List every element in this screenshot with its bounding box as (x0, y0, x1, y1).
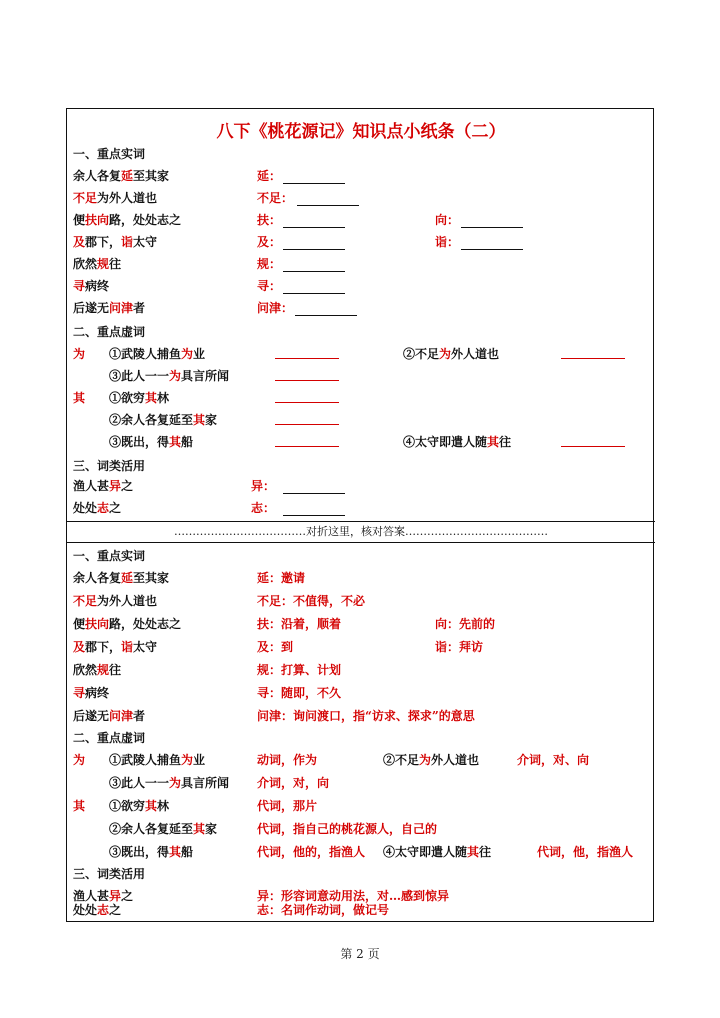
question-row: ③此人一一为具言所闻 (67, 365, 655, 387)
section-heading: 三、词类活用 (73, 867, 146, 881)
answer-blank[interactable] (283, 279, 345, 294)
question-row: 不足为外人道也 不足： (67, 187, 655, 209)
answer-blank[interactable] (275, 424, 339, 425)
answer-row: 为 ①武陵人捕鱼为业 动词，作为 ②不足为外人道也 介词，对、向 (73, 753, 590, 767)
answer-blank[interactable] (275, 358, 339, 359)
answer-row: 余人各复延至其家 延：邀请 (73, 571, 306, 585)
question-row: 处处志之 志： (67, 497, 655, 519)
answer-blank[interactable] (561, 446, 625, 447)
answer-row: 其 ①欲穷其林 代词，那片 (73, 799, 318, 813)
page-title: 八下《桃花源记》知识点小纸条（二） (216, 122, 506, 142)
question-row: ②余人各复延至其家 (67, 409, 655, 431)
answer-blank[interactable] (275, 380, 339, 381)
section-heading: 二、重点虚词 (73, 325, 146, 339)
question-row: 后遂无问津者 问津： (67, 297, 655, 319)
question-row: 余人各复延至其家 延： (67, 165, 655, 187)
page-number: 第 2 页 (340, 947, 380, 961)
section-heading: 一、重点实词 (73, 147, 146, 161)
question-row: 其 ①欲穷其林 (67, 387, 655, 409)
question-row: 渔人甚异之 异： (67, 475, 655, 497)
question-row: 及郡下，诣太守 及： 诣： (67, 231, 655, 253)
section-heading: 三、词类活用 (73, 459, 146, 473)
answer-row: ②余人各复延至其家 代词，指自己的桃花源人，自己的 (109, 822, 438, 836)
answer-blank[interactable] (275, 446, 339, 447)
answer-blank[interactable] (283, 257, 345, 272)
answer-row: 不足为外人道也 不足：不值得，不必 (73, 594, 366, 608)
answer-blank[interactable] (561, 358, 625, 359)
question-row: 寻病终 寻： (67, 275, 655, 297)
answer-blank[interactable] (283, 479, 345, 494)
answer-blank[interactable] (461, 213, 523, 228)
answer-row: 便扶向路，处处志之 扶：沿着，顺着 向：先前的 (73, 617, 496, 631)
section-heading: 二、重点虚词 (73, 731, 146, 745)
answer-row: 处处志之 志：名词作动词，做记号 (73, 903, 390, 917)
question-row: 欣然规往 规： (67, 253, 655, 275)
worksheet-frame (66, 108, 654, 922)
question-row: 便扶向路，处处志之 扶： 向： (67, 209, 655, 231)
answer-row: 欣然规往 规：打算、计划 (73, 663, 342, 677)
section-heading: 一、重点实词 (73, 549, 146, 563)
answer-blank[interactable] (283, 235, 345, 250)
answer-row: 后遂无问津者 问津：询问渡口，指“访求、探求”的意思 (73, 709, 475, 723)
answer-blank[interactable] (275, 402, 339, 403)
answer-row: 渔人甚异之 异：形容词意动用法，对…感到惊异 (73, 889, 450, 903)
question-row: ③既出，得其船 ④太守即遣人随其往 (67, 431, 655, 453)
answer-blank[interactable] (461, 235, 523, 250)
fold-divider: ………………………………对折这里，核对答案………………………………… (67, 521, 655, 543)
answer-row: 寻病终 寻：随即，不久 (73, 686, 342, 700)
answer-blank[interactable] (283, 169, 345, 184)
answer-blank[interactable] (297, 191, 359, 206)
question-row: 为 ①武陵人捕鱼为业 ②不足为外人道也 (67, 343, 655, 365)
answer-row: 及郡下，诣太守 及：到 诣：拜访 (73, 640, 484, 654)
answer-blank[interactable] (283, 501, 345, 516)
answer-blank[interactable] (295, 301, 357, 316)
answer-row: ③既出，得其船 代词，他的，指渔人 ④太守即遣人随其往 代词，他，指渔人 (109, 845, 634, 859)
answer-row: ③此人一一为具言所闻 介词，对，向 (109, 776, 330, 790)
answer-blank[interactable] (283, 213, 345, 228)
